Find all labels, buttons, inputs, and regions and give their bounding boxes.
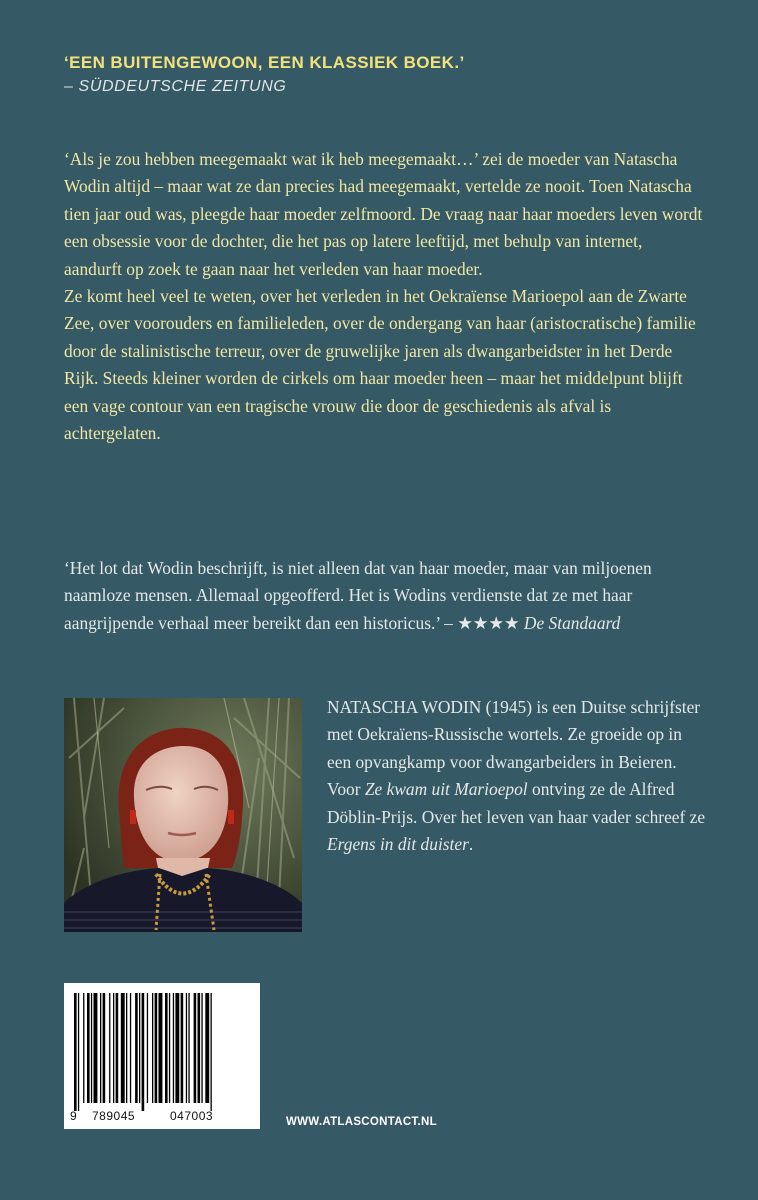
barcode-bar: [74, 993, 77, 1111]
headline-quote: ‘EEN BUITENGEWOON, EEN KLASSIEK BOEK.’: [64, 53, 465, 72]
headline: [64, 51, 704, 99]
barcode-bar: [205, 993, 209, 1103]
barcode-bar: [109, 993, 110, 1103]
barcode-bar: [91, 993, 92, 1103]
barcode-bar: [147, 993, 148, 1103]
review-quote: [64, 555, 704, 637]
barcode-bar: [83, 993, 84, 1103]
author-photo: [64, 698, 302, 932]
barcode-bar: [188, 993, 189, 1103]
isbn-barcode: [64, 983, 260, 1129]
barcode-bar: [142, 993, 145, 1111]
review-source: De Standaard: [523, 612, 621, 633]
headline-source: – SÜDDEUTSCHE ZEITUNG: [64, 78, 287, 95]
bio-book-title: Ze kwam uit Marioepol: [364, 779, 528, 800]
barcode-bar: [169, 993, 170, 1103]
blurb: [64, 146, 704, 447]
barcode-bar: [100, 993, 101, 1103]
barcode-bars: [64, 983, 260, 1129]
barcode-bar: [94, 993, 98, 1103]
barcode-bar: [194, 993, 197, 1103]
bio-text: .: [468, 834, 474, 855]
bio-book-title: Ergens in dit duister: [327, 834, 469, 855]
barcode-bar: [198, 993, 201, 1103]
barcode-bar: [135, 993, 138, 1103]
barcode-digits-right: 047003: [170, 1109, 214, 1123]
barcode-bar: [211, 993, 212, 1111]
barcode-bar: [165, 993, 168, 1103]
barcode-bar: [113, 993, 114, 1103]
barcode-digits-left: 789045: [92, 1109, 136, 1123]
review-text: ‘Het lot dat Wodin beschrijft, is niet alleen dat van haar moeder, maar van miljoenen naamloze mensen. Allemaal opgeofferd. Het is Wodins verdienste dat ze met haar aangrijpende verhaal meer bereikt dan een historicus.’ – ★★★★: [64, 558, 652, 633]
barcode-bar: [181, 993, 184, 1103]
blurb-paragraph: ‘Als je zou hebben meegemaakt wat ik heb meegemaakt…’ zei de moeder van Natascha Wodin altijd – maar wat ze dan precies had meegemaakt, vertelde ze nooit. Toen Natascha tien jaar oud was, pleegde haar moeder zelfmoord. De vraag naar haar moeders leven wordt een obsessie voor de dochter, die het pas op latere leeftijd, met behulp van internet, aandurft op zoek te gaan naar het verleden van haar moeder.: [64, 149, 703, 279]
barcode-bar: [103, 993, 106, 1103]
blurb-paragraph: Ze komt heel veel te weten, over het verleden in het Oekraïense Marioepol aan de Zwarte Zee, over voorouders en familieleden, over de ondergang van haar (aristocratische) familie door de stalinistische terreur, over de gruwelijke jaren als dwangarbeidster in het Derde Rijk. Steeds kleiner worden de cirkels om haar moeder heen – maar het middelpunt blijft een vage contour van een tragische vrouw die door de geschiedenis als afval is achtergelaten.: [64, 286, 696, 444]
barcode-bar: [130, 993, 131, 1103]
barcode-bar: [87, 993, 90, 1103]
barcode-digit: 9: [70, 1109, 78, 1123]
barcode-bar: [126, 993, 127, 1103]
barcode-bar: [175, 993, 179, 1103]
barcode-bar: [201, 993, 202, 1103]
barcode-bar: [152, 993, 153, 1103]
barcode-bar: [121, 993, 125, 1103]
barcode-bar: [155, 993, 158, 1103]
barcode-bar: [78, 993, 79, 1111]
barcode-bar: [173, 993, 174, 1103]
barcode-bar: [116, 993, 119, 1103]
bio-text: NATASCHA WODIN (1945) is een Duitse schrijfster met Oekraïens-Russische wortels. Ze groeide op in een opvangkamp voor dwangarbeiders in Beieren. Voor: [327, 697, 701, 800]
barcode-bar: [139, 993, 140, 1103]
author-bio: [327, 694, 707, 858]
bio-text: ontving ze de Alfred Döblin-Prijs. Over het leven van haar vader schreef ze: [327, 779, 706, 827]
barcode-bar: [186, 993, 187, 1103]
barcode-bar: [159, 993, 163, 1103]
publisher-website: WWW.ATLASCONTACT.NL: [286, 1116, 437, 1128]
